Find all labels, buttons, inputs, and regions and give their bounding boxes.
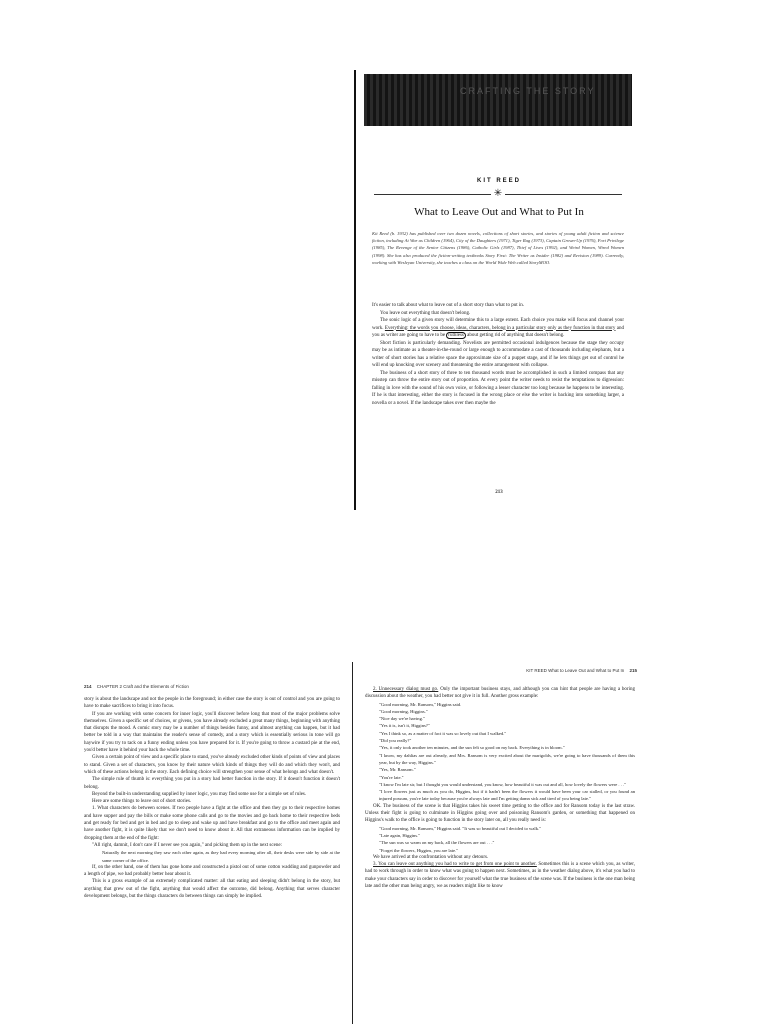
dialog-line: "I know I'm late sir, but I thought you would understand, you know, how beautiful it was out and all, how lovely the flowers were . . ." — [379, 781, 627, 787]
dialog-line: "Did you really?" — [379, 738, 412, 744]
circled-word: ruthless — [448, 333, 464, 338]
paragraph: story is about the landscape and not the people in the foreground; in either case the story is out of control and you are going to have to make sacrifices to bring it into focus. — [84, 697, 340, 710]
paragraph: "All right, damnit, I don't care if I never see you again," and picking them up in the next scene: — [92, 842, 282, 848]
dialog-line: "Forget the flowers, Higgins, you are late." — [379, 847, 459, 853]
author-bio: Kit Reed (b. 1932) has published over two dozen novels, collections of short stories, and stories of young adult fiction and science fiction, including At War as Children (1964), City of the Daughters (1971), Tiger Rag (1973), Captain Grown-Up (1976), Fort Privilege (1985), The Revenge of the Senior Citizens (1986), Catholic Girls (1987), Thief of Lives (1992), and Weird Women, Wired Women (1998). She has also produced the fiction-writing textbooks Story First: The Writer as Insider (1982) and Revision (1989). Currently, working with Wesleyan University, she teaches a class on the World Wide Web called StoryMOO. — [372, 231, 624, 265]
dialog-line: "Good morning, Mr. Ransom," Higgins said. "It was so beautiful out I decided to walk." — [379, 825, 542, 831]
paragraph: The business of a short story of three to ten thousand words must be accomplished in such a limited compass that any misstep can throw the entire story out of proportion. At every point the writer needs to resist the temptations to digression: falling in love with the sound of his own voice, or following a lesser character too long because he happens to be interesting. If he is that interesting, either the story is focused in the wrong place or else the writer is backing into something larger, a novella or a novel. If the landscape takes over then maybe the — [372, 370, 624, 406]
dialog-line: "Nice day we're having." — [379, 716, 425, 722]
page-body — [365, 686, 635, 890]
dialog-line: "Yes I think so, as a matter of fact it was so lovely out that I walked." — [379, 730, 507, 736]
dialog-line: "You're late." — [379, 774, 404, 780]
paragraph: This is a gross example of an extremely complicated matter: all that eating and sleeping didn't belong in the story, but anything that grew out of the fight, anything that would affect the outcome, did belong. Anything that serves character development belongs, but the things characters do between things can simply be implied. — [84, 879, 340, 900]
dialog-line: "Good morning, Mr. Ransom," Higgins said. — [379, 701, 462, 707]
paragraph: 2. Unnecessary dialog must go. Only the important business stays, and although you can hint that people are having a boring discussion about the weather, you had better not give it in full. Another gross example: — [365, 687, 635, 700]
chapter-banner — [364, 74, 632, 126]
paragraph: It's easier to talk about what to leave out of a short story than what to put in. — [372, 303, 524, 308]
paragraph: The sonic logic of a given story will determine this to a large extent. Each choice you make will focus and channel your work. Everything: the words you choose, ideas, characters, belong in a particular story only as they function in that story and you as writer are going to have to be ruthless about getting rid of anything that doesn't belong. — [372, 318, 624, 338]
page-214 — [80, 676, 346, 1024]
paragraph: We have arrived at the confrontation without any detours. — [373, 854, 489, 860]
running-head — [84, 684, 342, 689]
underlined-passage: 2. Unnecessary dialog must go. — [373, 687, 439, 692]
dialog-line: "Yes it is, isn't it, Higgins?" — [379, 723, 430, 729]
banner-text: CRAFTING THE STORY — [460, 86, 596, 96]
paragraph: Given a certain point of view and a specific place to stand, you've already excluded other kinds of points of view and places to stand. Given a set of characters, you know by their nature which kinds of things they will do and which they won't, and which of these actions belong in the story. Each defining choice will strengthen your sense of what belongs and what doesn't. — [84, 755, 340, 775]
underlined-passage: Everything: the words you choose, ideas, characters, belong in a particular story only as they function in that story — [384, 325, 616, 331]
dialog-line: "Good morning, Higgins." — [379, 708, 428, 714]
dialog-line: "I love flowers just as much as you do, Higgins, but if it hadn't been the flowers it would have been your car stalled, or you found an injured possum, you're late today because you're always late and I'm getting damn sick and tired of you being late." — [379, 789, 635, 802]
paragraph: The simple rule of thumb is: everything you put in a story had better function in the story. If it doesn't function it doesn't belong. — [84, 777, 340, 790]
dialog-line: "Yes, Mr. Ransom." — [379, 767, 416, 773]
paragraph: 3. You can leave out anything you had to write to get from one point to another. Sometimes this is a scene which you, as writer, had to work through in order to know what was going to happen next. Sometimes, as in the weather dialog above, it's what you had to make your characters say in order to discover for yourself what the true business of the scene was. If the business is the one man being late and the other man being angry, we as readers might like to know — [365, 862, 635, 890]
dialog-line: "Late again, Higgins." — [379, 832, 421, 838]
page-number: 213 — [495, 490, 503, 495]
paragraph: Here are some things to leave out of short stories. — [92, 799, 192, 805]
page-body — [84, 696, 340, 900]
paragraph: Beyond the built-in understanding supplied by inner logic, you may find some use for a simple set of rules. — [92, 791, 307, 797]
page-213 — [356, 70, 642, 510]
underlined-passage: 3. You can leave out anything you had to write to get from one point to another. — [373, 862, 537, 868]
paragraph: Short fiction is particularly demanding. Novelists are permitted occasional indulgences because the stage they occupy may be as intimate as a theater-in-the-round or large enough to accommodate a cast of thousands including elephants, but a writer of short stories has a relative space the approximate size of a puppet stage, and if he lets things get out of control he will end up knocking over scenery and threatening the entire arrangement with collapse. — [372, 340, 624, 368]
page-number: 215 — [629, 668, 637, 673]
paragraph: If you are working with some concern for inner logic, you'll discover before long that most of the major problems solve themselves. Given a specific set of choices, or givens, you have already excluded a great many things, beginning with anything that disrupts the mood. A comic story may be a number of things besides funny, and almost anything can happen, but it had better be told in a way that maintains the reader's sense of comedy, and a story which is essentially serious in tone will go haywire if you try to tack on a funny ending unless you have prepared for it. If you're going to throw a custard pie at the end, you'd better have it behind your back the whole time. — [84, 711, 340, 754]
running-head-text: KIT REED What to Leave Out and What to Put In — [526, 668, 625, 673]
essay-title: What to Leave Out and What to Put In — [414, 206, 584, 218]
dialog-line: "Yes, it only took another ten minutes, and the sun felt so good on my back. Everything is in bloom." — [379, 745, 565, 751]
paragraph: 1. What characters do between scenes. If two people have a fight at the office and then they go to their respective homes and have supper and pay the bills or make some phone calls and go to the movies and go back home to their respective beds and get ready for bed and get in bed and go to sleep and wake up and have breakfast and go to the office and meet again and have another fight, it is quite likely that we don't need to know about it. All that extraneous information can be implied by dropping them at the end of the fight: — [84, 806, 340, 841]
paragraph: If, on the other hand, one of them has gone home and constructed a pistol out of some cotton wadding and gunpowder and a length of pipe, we had probably better hear about it. — [84, 864, 340, 878]
indented-quote: Naturally the next morning they saw each other again, as they had every morning after all, their desks were side by side at the same corner of the office. — [102, 850, 340, 863]
dialog-line: "The sun was so warm on my back, all the flowers are out . . ." — [379, 840, 495, 846]
ornament-icon: ✳ — [491, 188, 505, 199]
paragraph: You leave out everything that doesn't belong. — [380, 310, 471, 316]
page-number: 214 — [84, 684, 92, 689]
paragraph: OK. The business of the scene is that Higgins takes his sweet time getting to the office and for Ransom today is the last straw. Unless their fight is going to culminate in Higgins going over and poisoning Ransom's garden, or something that happened on Higgins's walk to the office is going to function in the story later on, all you really need is: — [365, 803, 635, 824]
author-name: KIT REED — [476, 178, 521, 184]
page-215 — [352, 662, 643, 1024]
running-head-text: CHAPTER 2 Craft and the Elements of Fiction — [96, 684, 189, 689]
running-head — [526, 668, 637, 673]
essay-body — [372, 302, 624, 407]
dialog-line: "I know, my dahlias are out already, and Mrs. Ransom is very excited about the marigolds, we're going to have thousands of them this year, but by the way, Higgins." — [379, 752, 635, 765]
